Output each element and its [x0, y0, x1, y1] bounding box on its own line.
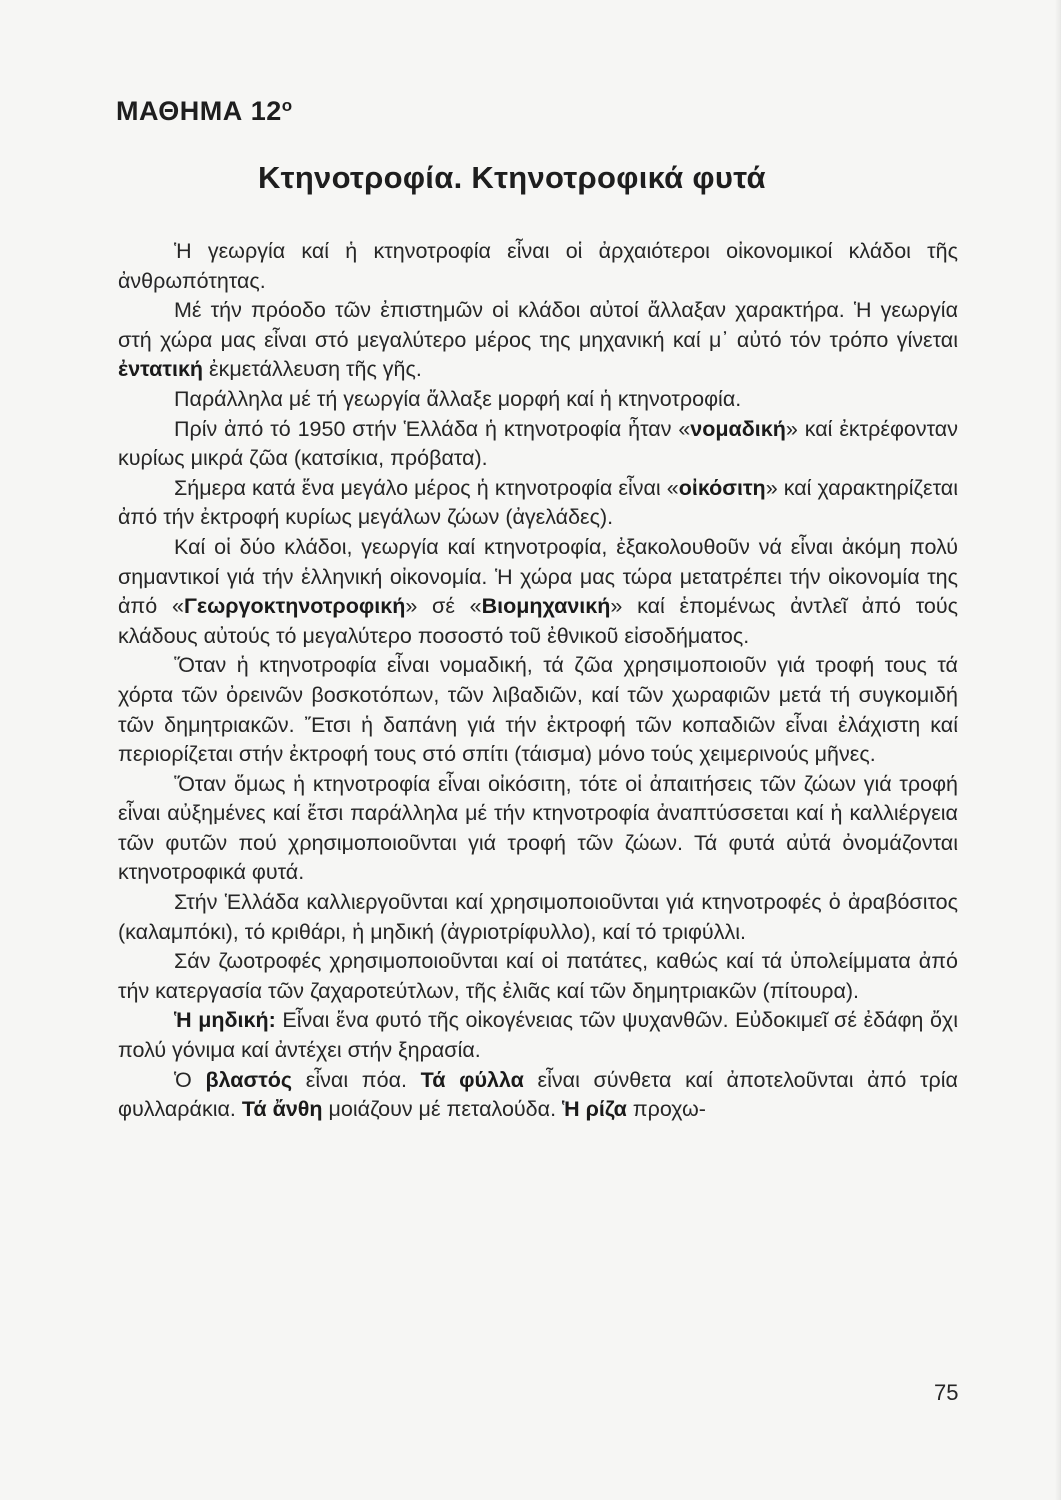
- text-run: μοιάζουν μέ πεταλούδα.: [322, 1097, 563, 1122]
- page-edge-shadow: [1055, 0, 1061, 1500]
- paragraph: [118, 651, 958, 769]
- bold-term: ἐντατική: [118, 357, 204, 382]
- text-run: Μέ τήν πρόοδο τῶν ἐπιστημῶν οἱ κλάδοι αὐτοί ἄλλαξαν χαρακτήρα. Ἡ γεωργία στή χώρα μας εἶναι στό μεγαλύτερο μέρος της μηχανική καί μ᾽ αὐτό τόν τρόπο γίνεται: [118, 298, 958, 352]
- paragraph: [118, 533, 958, 651]
- text-run: Εἶναι ἕνα φυτό τῆς οἰκογένειας τῶν ψυχανθῶν. Εὐδοκιμεῖ σέ ἐδάφη ὄχι πολύ γόνιμα καί ἀντέχει στήν ξηρασία.: [118, 1008, 958, 1063]
- body-text: [118, 237, 958, 1125]
- text-run: Πρίν ἀπό τό 1950 στήν Ἑλλάδα ἡ κτηνοτροφία ἦταν «: [174, 416, 691, 441]
- page-title: Κτηνοτροφία. Κτηνοτροφικά φυτά: [258, 160, 766, 195]
- paragraph: [118, 1066, 958, 1125]
- paragraph: [118, 385, 958, 415]
- bold-term: Βιομηχανική: [481, 594, 611, 619]
- bold-term: Ἡ ρίζα: [562, 1097, 627, 1122]
- text-run: Καί οἱ δύο κλάδοι, γεωργία καί κτηνοτροφία, ἐξακολουθοῦν νά εἶναι ἀκόμη πολύ σημαντικοί γιά τήν ἑλληνική οἰκονομία. Ἡ χώρα μας τώρα μετατρέπει τήν οἰκονομία της ἀπό «: [118, 534, 958, 619]
- bold-term: νομαδική: [690, 416, 786, 441]
- text-run: Στήν Ἑλλάδα καλλιεργοῦνται καί χρησιμοποιοῦνται γιά κτηνοτροφές ὁ ἀραβόσιτος (καλαμπόκι), τό κριθάρι, ἡ μηδική (ἀγριοτρίφυλλο), καί τό τριφύλλι.: [118, 890, 958, 944]
- lesson-heading: [116, 96, 293, 127]
- text-run: Σήμερα κατά ἕνα μεγάλο μέρος ἡ κτηνοτροφία εἶναι «: [174, 475, 679, 500]
- text-run: εἶναι σύνθετα καί ἀποτελοῦνται ἀπό τρία φυλλαράκια.: [118, 1067, 958, 1122]
- paragraph: [118, 770, 958, 888]
- page-number: 75: [934, 1380, 959, 1405]
- text-run: Παράλληλα μέ τή γεωργία ἄλλαξε μορφή καί ἡ κτηνοτροφία.: [174, 386, 742, 411]
- bold-term: Γεωργοκτηνοτροφική: [183, 594, 406, 619]
- text-run: Ὁ: [174, 1067, 206, 1092]
- paragraph: [118, 296, 958, 385]
- text-run: Ὅταν ὅμως ἡ κτηνοτροφία εἶναι οἰκόσιτη, τότε οἱ ἀπαιτήσεις τῶν ζώων γιά τροφή εἶναι αὐξημένες καί ἔτσι παράλληλα μέ τήν κτηνοτροφία ἀναπτύσσεται καί ἡ καλλιέργεια τῶν φυτῶν πού χρησιμοποιοῦνται γιά τροφή τῶν ζώων. Τά φυτά αὐτά ὀνομάζονται κτηνοτροφικά φυτά.: [118, 771, 958, 885]
- lesson-label: ΜΑΘΗΜΑ 12: [116, 96, 282, 126]
- bold-term: Τά φύλλα: [420, 1067, 524, 1092]
- text-run: » καί ἐκτρέφονταν κυρίως μικρά ζῶα (κατσίκια, πρόβατα).: [118, 416, 958, 471]
- paragraph: [118, 1006, 958, 1065]
- text-run: ἐκμετάλλευση τῆς γῆς.: [203, 357, 422, 382]
- bold-term: οἰκόσιτη: [678, 475, 766, 500]
- text-run: προχω-: [626, 1097, 706, 1122]
- paragraph: [118, 237, 958, 296]
- paragraph: [118, 415, 958, 474]
- text-run: Ὅταν ἡ κτηνοτροφία εἶναι νομαδική, τά ζῶα χρησιμοποιοῦν γιά τροφή τους τά χόρτα τῶν ὀρεινῶν βοσκοτόπων, τῶν λιβαδιῶν, καί τῶν χωραφιῶν μετά τή συγκομιδή τῶν δημητριακῶν. Ἔτσι ἡ δαπάνη γιά τήν ἐκτροφή τῶν κοπαδιῶν εἶναι ἐλάχιστη καί περιορίζεται στήν ἐκτροφή τους στό σπίτι (τάισμα) μόνο τούς χειμερινούς μῆνες.: [118, 653, 958, 767]
- text-run: » καί χαρακτηρίζεται ἀπό τήν ἐκτροφή κυρίως μεγάλων ζώων (ἀγελάδες).: [118, 475, 959, 530]
- text-run: » σέ «: [405, 594, 482, 619]
- paragraph: [118, 947, 958, 1006]
- text-run: » καί ἑπομένως ἀντλεῖ ἀπό τούς κλάδους αὐτούς τό μεγαλύτερο ποσοστό τοῦ ἐθνικοῦ εἰσοδήματος.: [118, 594, 959, 648]
- lesson-ordinal-superscript: ο: [281, 96, 293, 115]
- bold-term: Ἡ μηδική:: [174, 1008, 276, 1033]
- paragraph: [118, 888, 958, 947]
- bold-term: Τά ἄνθη: [241, 1097, 323, 1122]
- paragraph: [118, 474, 958, 533]
- text-run: Σάν ζωοτροφές χρησιμοποιοῦνται καί οἱ πατάτες, καθώς καί τά ὑπολείμματα ἀπό τήν κατεργασία τῶν ζαχαροτεύτλων, τῆς ἐλιᾶς καί τῶν δημητριακῶν (πίτουρα).: [118, 949, 958, 1003]
- text-run: Ἡ γεωργία καί ἡ κτηνοτροφία εἶναι οἱ ἀρχαιότεροι οἰκονομικοί κλάδοι τῆς ἀνθρωπότητας.: [118, 239, 958, 293]
- bold-term: βλαστός: [205, 1067, 293, 1092]
- text-run: εἶναι πόα.: [292, 1067, 421, 1092]
